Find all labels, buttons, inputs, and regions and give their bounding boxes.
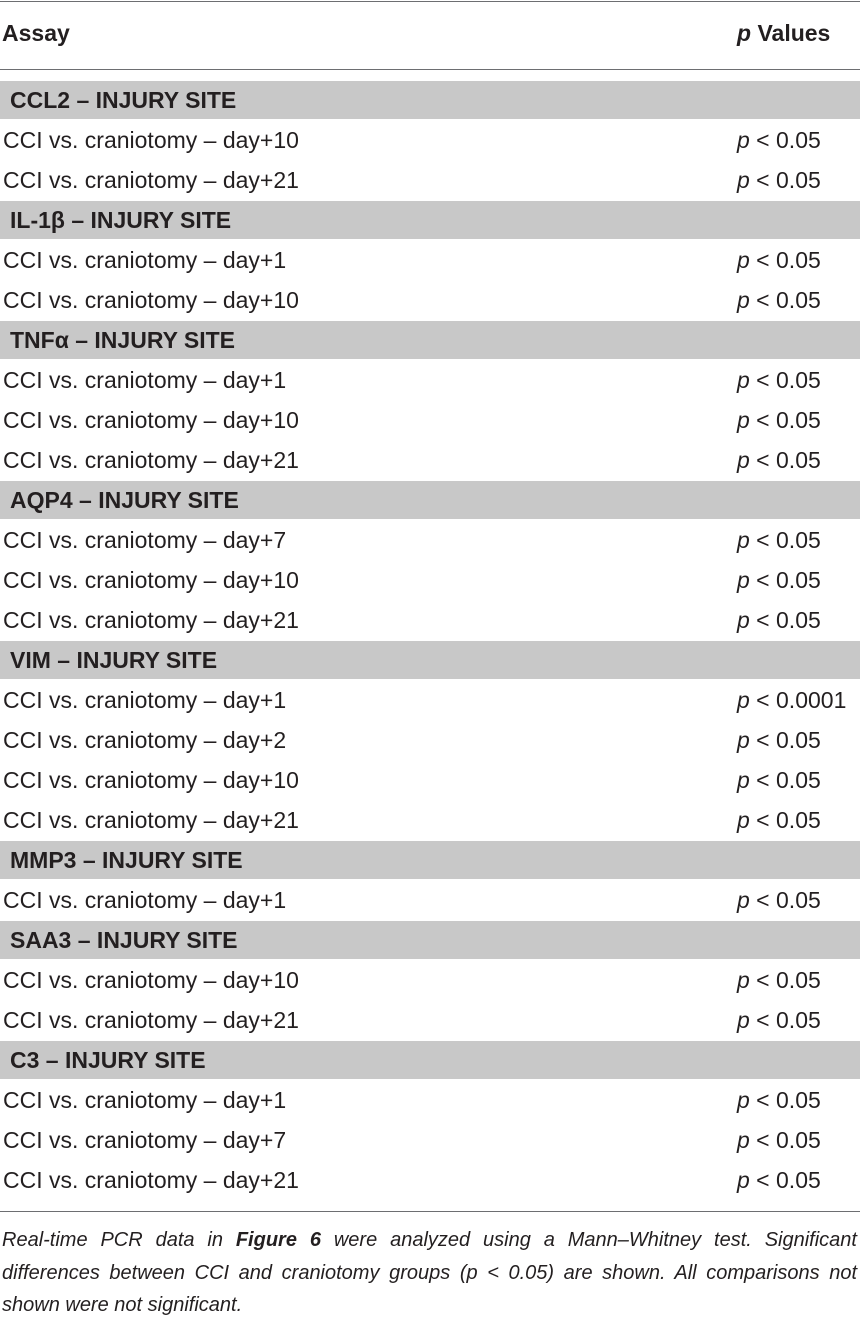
p-value-cell: [737, 247, 821, 274]
table-row: [0, 361, 860, 401]
p-value-cell: [737, 1167, 821, 1194]
comparison-cell: CCI vs. craniotomy – day+1: [3, 687, 287, 713]
table-row: [0, 721, 860, 761]
table-row: [0, 881, 860, 921]
p-symbol: p: [737, 527, 750, 553]
table-row: [0, 401, 860, 441]
p-symbol: p: [737, 687, 750, 713]
p-threshold: < 0.05: [749, 607, 821, 633]
table-row: [0, 561, 860, 601]
group-title: C3 – INJURY SITE: [10, 1047, 206, 1073]
comparison-cell: CCI vs. craniotomy – day+10: [3, 567, 299, 593]
p-symbol: p: [737, 287, 750, 313]
table-bottom-rule: [0, 1211, 860, 1212]
comparison-cell: CCI vs. craniotomy – day+1: [3, 1087, 287, 1113]
p-symbol: p: [737, 887, 750, 913]
p-value-cell: [737, 407, 821, 434]
table-row: [0, 961, 860, 1001]
group-header: [0, 321, 860, 359]
p-symbol: p: [737, 1167, 750, 1193]
p-value-cell: [737, 1127, 821, 1154]
p-value-cell: [737, 567, 821, 594]
table-row: [0, 761, 860, 801]
comparison-cell: CCI vs. craniotomy – day+7: [3, 527, 287, 553]
p-threshold: < 0.05: [749, 887, 821, 913]
comparison-cell: CCI vs. craniotomy – day+21: [3, 447, 299, 473]
group-title: IL-1β – INJURY SITE: [10, 207, 232, 233]
header-rule: [0, 69, 860, 70]
p-threshold: < 0.05: [749, 127, 821, 153]
group-header: [0, 81, 860, 119]
p-symbol: p: [737, 607, 750, 633]
p-symbol: p: [737, 407, 750, 433]
p-value-cell: [737, 887, 821, 914]
table-row: [0, 1161, 860, 1201]
p-symbol: p: [737, 447, 750, 473]
group-header: [0, 481, 860, 519]
group-header: [0, 641, 860, 679]
table-row: [0, 681, 860, 721]
p-threshold: < 0.05: [749, 727, 821, 753]
group-title: AQP4 – INJURY SITE: [10, 487, 239, 513]
table-row: [0, 601, 860, 641]
group-title: VIM – INJURY SITE: [10, 647, 218, 673]
comparison-cell: CCI vs. craniotomy – day+21: [3, 807, 299, 833]
p-value-cell: [737, 287, 821, 314]
p-threshold: < 0.05: [749, 967, 821, 993]
p-threshold: < 0.05: [749, 367, 821, 393]
p-value-cell: [737, 167, 821, 194]
p-symbol: p: [737, 1007, 750, 1033]
table-body: [0, 81, 860, 1201]
p-value-cell: [737, 687, 846, 714]
comparison-cell: CCI vs. craniotomy – day+10: [3, 407, 299, 433]
p-symbol: p: [737, 567, 750, 593]
p-symbol: p: [737, 167, 750, 193]
table-row: [0, 281, 860, 321]
p-value-cell: [737, 367, 821, 394]
p-symbol: p: [737, 727, 750, 753]
p-value-cell: [737, 527, 821, 554]
group-header: [0, 201, 860, 239]
p-symbol: p: [737, 1127, 750, 1153]
p-threshold: < 0.05: [749, 247, 821, 273]
p-threshold: < 0.05: [749, 567, 821, 593]
table-row: [0, 441, 860, 481]
table-header: [0, 2, 860, 69]
table-row: [0, 1121, 860, 1161]
comparison-cell: CCI vs. craniotomy – day+10: [3, 127, 299, 153]
p-values-label: Values: [751, 20, 831, 46]
comparison-cell: CCI vs. craniotomy – day+1: [3, 247, 287, 273]
comparison-cell: CCI vs. craniotomy – day+10: [3, 967, 299, 993]
group-title: SAA3 – INJURY SITE: [10, 927, 238, 953]
table-row: [0, 161, 860, 201]
p-threshold: < 0.05: [749, 1127, 821, 1153]
comparison-cell: CCI vs. craniotomy – day+7: [3, 1127, 287, 1153]
p-threshold: < 0.05: [749, 407, 821, 433]
table-row: [0, 521, 860, 561]
table-row: [0, 121, 860, 161]
p-symbol: p: [737, 127, 750, 153]
comparison-cell: CCI vs. craniotomy – day+21: [3, 167, 299, 193]
p-symbol: p: [737, 367, 750, 393]
table-row: [0, 241, 860, 281]
p-threshold: < 0.05: [749, 1087, 821, 1113]
table-row: [0, 1001, 860, 1041]
p-symbol: p: [737, 247, 750, 273]
p-value-cell: [737, 767, 821, 794]
p-value-cell: [737, 807, 821, 834]
table-row: [0, 801, 860, 841]
footnote-text-2: were analyzed using a Mann–Whitney test. Significant differences between CCI and craniotomy groups (p < 0.05) are shown. All comparisons not shown were not significant.: [2, 1229, 857, 1316]
p-threshold: < 0.05: [749, 447, 821, 473]
comparison-cell: CCI vs. craniotomy – day+21: [3, 607, 299, 633]
p-threshold: < 0.05: [749, 1167, 821, 1193]
p-value-cell: [737, 127, 821, 154]
footnote-text-1: Real-time PCR data in: [2, 1229, 236, 1251]
group-header: [0, 1041, 860, 1079]
footnote-figure-ref: Figure 6: [235, 1229, 321, 1251]
p-threshold: < 0.05: [749, 807, 821, 833]
group-header: [0, 921, 860, 959]
p-threshold: < 0.05: [749, 167, 821, 193]
p-threshold: < 0.05: [749, 1007, 821, 1033]
comparison-cell: CCI vs. craniotomy – day+10: [3, 767, 299, 793]
table-row: [0, 1081, 860, 1121]
p-value-cell: [737, 967, 821, 994]
p-symbol: p: [737, 967, 750, 993]
p-symbol: p: [737, 1087, 750, 1113]
comparison-cell: CCI vs. craniotomy – day+1: [3, 367, 287, 393]
p-threshold: < 0.0001: [749, 687, 847, 713]
column-header-assay: Assay: [2, 20, 70, 46]
comparison-cell: CCI vs. craniotomy – day+2: [3, 727, 287, 753]
group-title: MMP3 – INJURY SITE: [10, 847, 243, 873]
p-threshold: < 0.05: [749, 287, 821, 313]
comparison-cell: CCI vs. craniotomy – day+1: [3, 887, 287, 913]
group-title: TNFα – INJURY SITE: [10, 327, 236, 353]
group-title: CCL2 – INJURY SITE: [10, 87, 237, 113]
p-threshold: < 0.05: [749, 767, 821, 793]
comparison-cell: CCI vs. craniotomy – day+10: [3, 287, 299, 313]
column-header-p-values: [737, 20, 830, 47]
p-symbol: p: [737, 767, 750, 793]
p-value-cell: [737, 727, 821, 754]
p-value-cell: [737, 447, 821, 474]
group-header: [0, 841, 860, 879]
p-threshold: < 0.05: [749, 527, 821, 553]
p-value-cell: [737, 1087, 821, 1114]
comparison-cell: CCI vs. craniotomy – day+21: [3, 1007, 299, 1033]
table-footnote: [2, 1224, 857, 1322]
p-value-cell: [737, 1007, 821, 1034]
p-value-cell: [737, 607, 821, 634]
p-symbol: p: [737, 807, 750, 833]
comparison-cell: CCI vs. craniotomy – day+21: [3, 1167, 299, 1193]
p-italic: p: [737, 20, 752, 46]
